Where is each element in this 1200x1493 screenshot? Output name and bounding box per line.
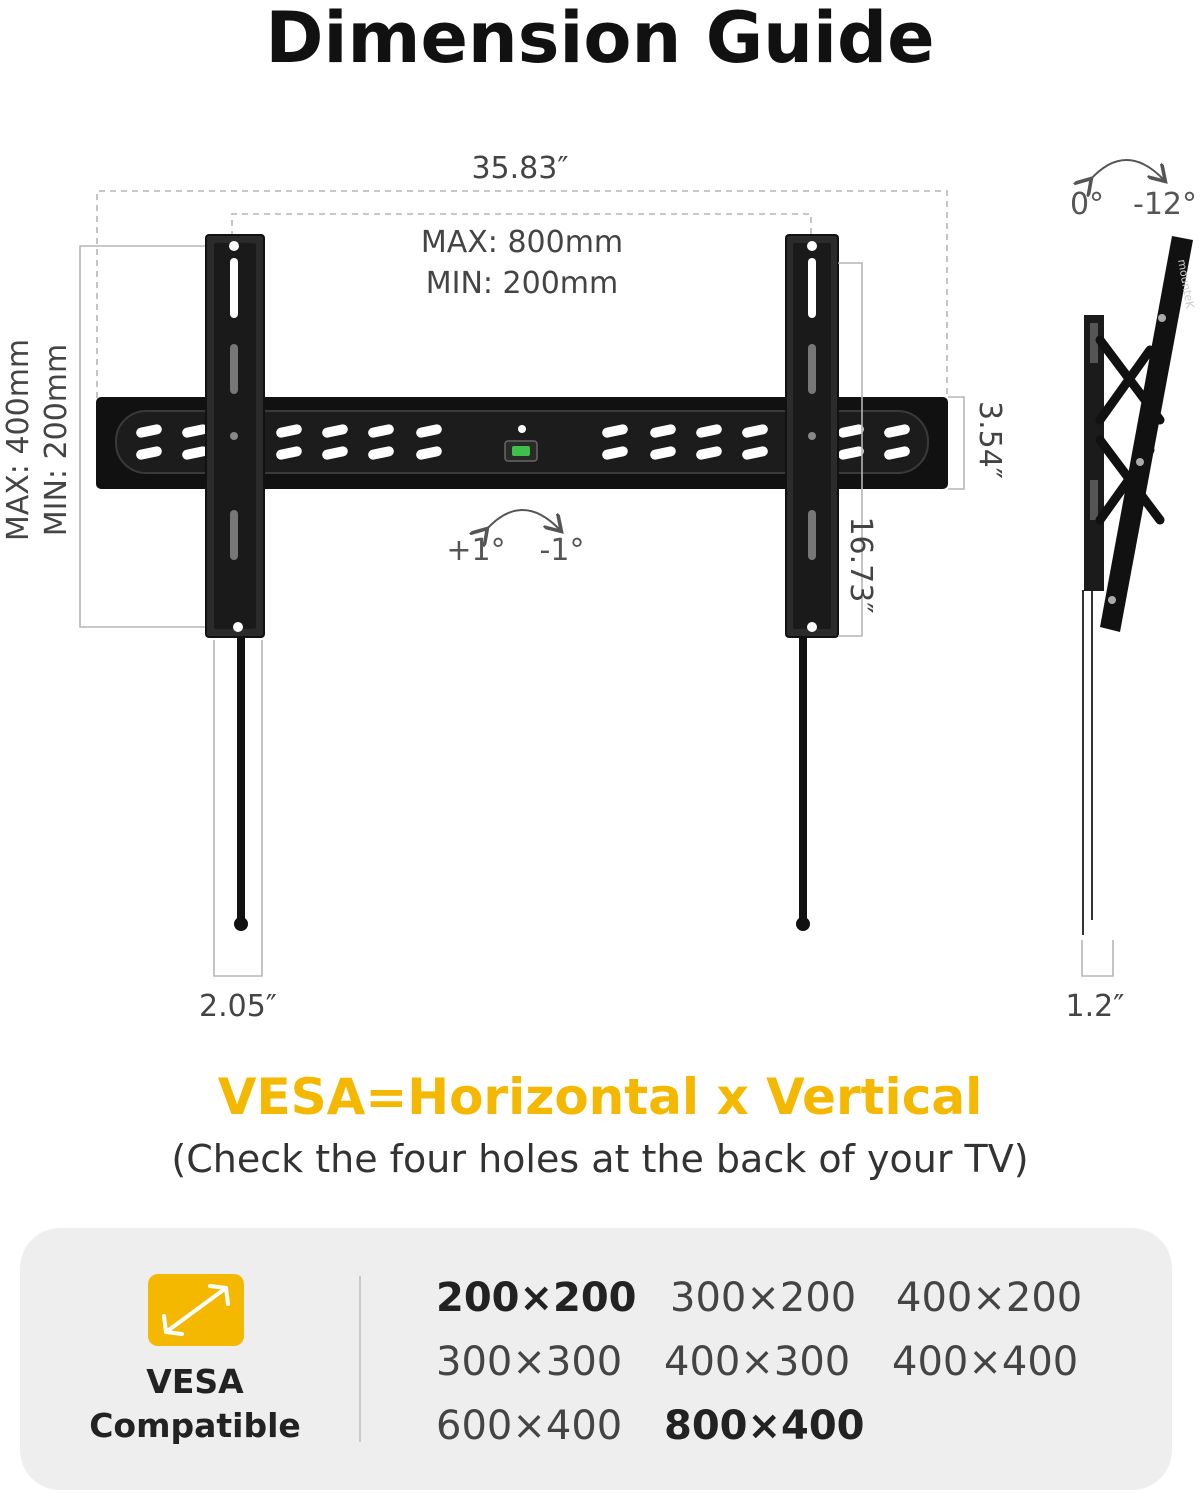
tilt-min-label: 0° <box>1069 187 1105 222</box>
vesa-badge <box>148 1274 244 1346</box>
arm-width-label: 2.05″ <box>198 989 278 1024</box>
level-plus-label: +1° <box>446 533 506 568</box>
panel-divider <box>359 1276 361 1442</box>
vesa-size-item: 400×400 <box>892 1339 1079 1385</box>
vesa-formula: VESA=Horizontal x Vertical <box>217 1068 983 1126</box>
diagonal-double-arrow-icon <box>148 1274 244 1346</box>
horizontal-min-label: MIN: 200mm <box>425 266 619 301</box>
profile-depth-label: 1.2″ <box>1065 989 1125 1024</box>
overall-width-label: 35.83″ <box>471 151 569 186</box>
vesa-size-item: 300×200 <box>670 1275 857 1321</box>
page-title: Dimension Guide <box>265 0 935 79</box>
badge-label-line1: VESA <box>146 1362 244 1401</box>
level-adjustment <box>446 510 584 568</box>
horizontal-spacing-dimension <box>232 214 811 301</box>
vesa-badge-label <box>80 1360 310 1448</box>
tilt-arc-arrow-icon <box>1090 160 1164 180</box>
vesa-size-item: 200×200 <box>436 1275 637 1321</box>
tilt-max-label: -12° <box>1133 187 1197 222</box>
side-profile-view <box>1066 236 1197 1024</box>
vesa-size-item: 400×200 <box>896 1275 1083 1321</box>
vesa-compatibility-panel <box>20 1228 1172 1490</box>
vertical-min-label: MIN: 200mm <box>39 343 74 537</box>
vesa-size-item: 600×400 <box>436 1403 623 1449</box>
vesa-note: (Check the four holes at the back of your TV) <box>171 1137 1029 1181</box>
tilt-indicator <box>1070 160 1197 222</box>
vesa-size-item: 800×400 <box>664 1403 865 1449</box>
level-arc-arrow-icon <box>486 510 560 530</box>
brand-mark: mounteK <box>1175 258 1197 310</box>
badge-label-line2: Compatible <box>89 1406 301 1445</box>
right-mounting-arm <box>786 235 838 931</box>
level-minus-label: -1° <box>539 533 585 568</box>
vertical-max-label: MAX: 400mm <box>1 338 36 542</box>
vesa-size-item: 400×300 <box>664 1339 851 1385</box>
vesa-size-item: 300×300 <box>436 1339 623 1385</box>
plate-height-label: 3.54″ <box>972 400 1007 480</box>
arm-height-label: 16.73″ <box>843 516 878 614</box>
horizontal-max-label: MAX: 800mm <box>420 225 624 260</box>
plate-height-dimension <box>948 397 1007 489</box>
